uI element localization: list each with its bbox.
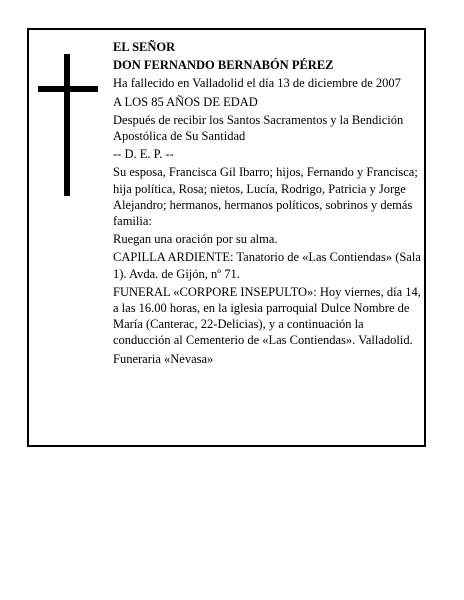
latin-cross-icon — [38, 54, 98, 196]
deceased-name: DON FERNANDO BERNABÓN PÉREZ — [113, 58, 334, 73]
funeral-home: Funeraria «Nevasa» — [113, 351, 214, 366]
notice-text — [113, 39, 423, 369]
funeral-info: FUNERAL «CORPORE INSEPULTO»: Hoy viernes, día 14, a las 16.00 horas, en la iglesia parroquial Dulce Nombre de María (Canterac, 22-Delicias), y a continuación la conducción al Cementerio de «Las Contiendas». Valladolid. — [113, 284, 421, 348]
sacraments-statement: Después de recibir los Santos Sacramentos y la Bendición Apostólica de Su Santidad — [113, 112, 404, 144]
family-list: Su esposa, Francisca Gil Ibarro; hijos, Fernando y Francisca; hija política, Rosa; nietos, Lucía, Rodrigo, Patricia y Jorge Alejandro; hermanos, hermanos políticos, sobrinos y demás familia: — [113, 165, 418, 229]
cross-horizontal-bar — [38, 86, 98, 92]
chapel-info: CAPILLA ARDIENTE: Tanatorio de «Las Contiendas» (Sala 1). Avda. de Gijón, nº 71. — [113, 250, 421, 281]
death-statement: Ha fallecido en Valladolid el día 13 de diciembre de 2007 — [113, 76, 401, 91]
rip-line: -- D. E. P. -- — [113, 147, 174, 162]
prayer-request: Ruegan una oración por su alma. — [113, 232, 278, 247]
notice-title: EL SEÑOR — [113, 40, 176, 54]
age-statement: A LOS 85 AÑOS DE EDAD — [113, 94, 258, 109]
cross-vertical-bar — [64, 54, 70, 196]
